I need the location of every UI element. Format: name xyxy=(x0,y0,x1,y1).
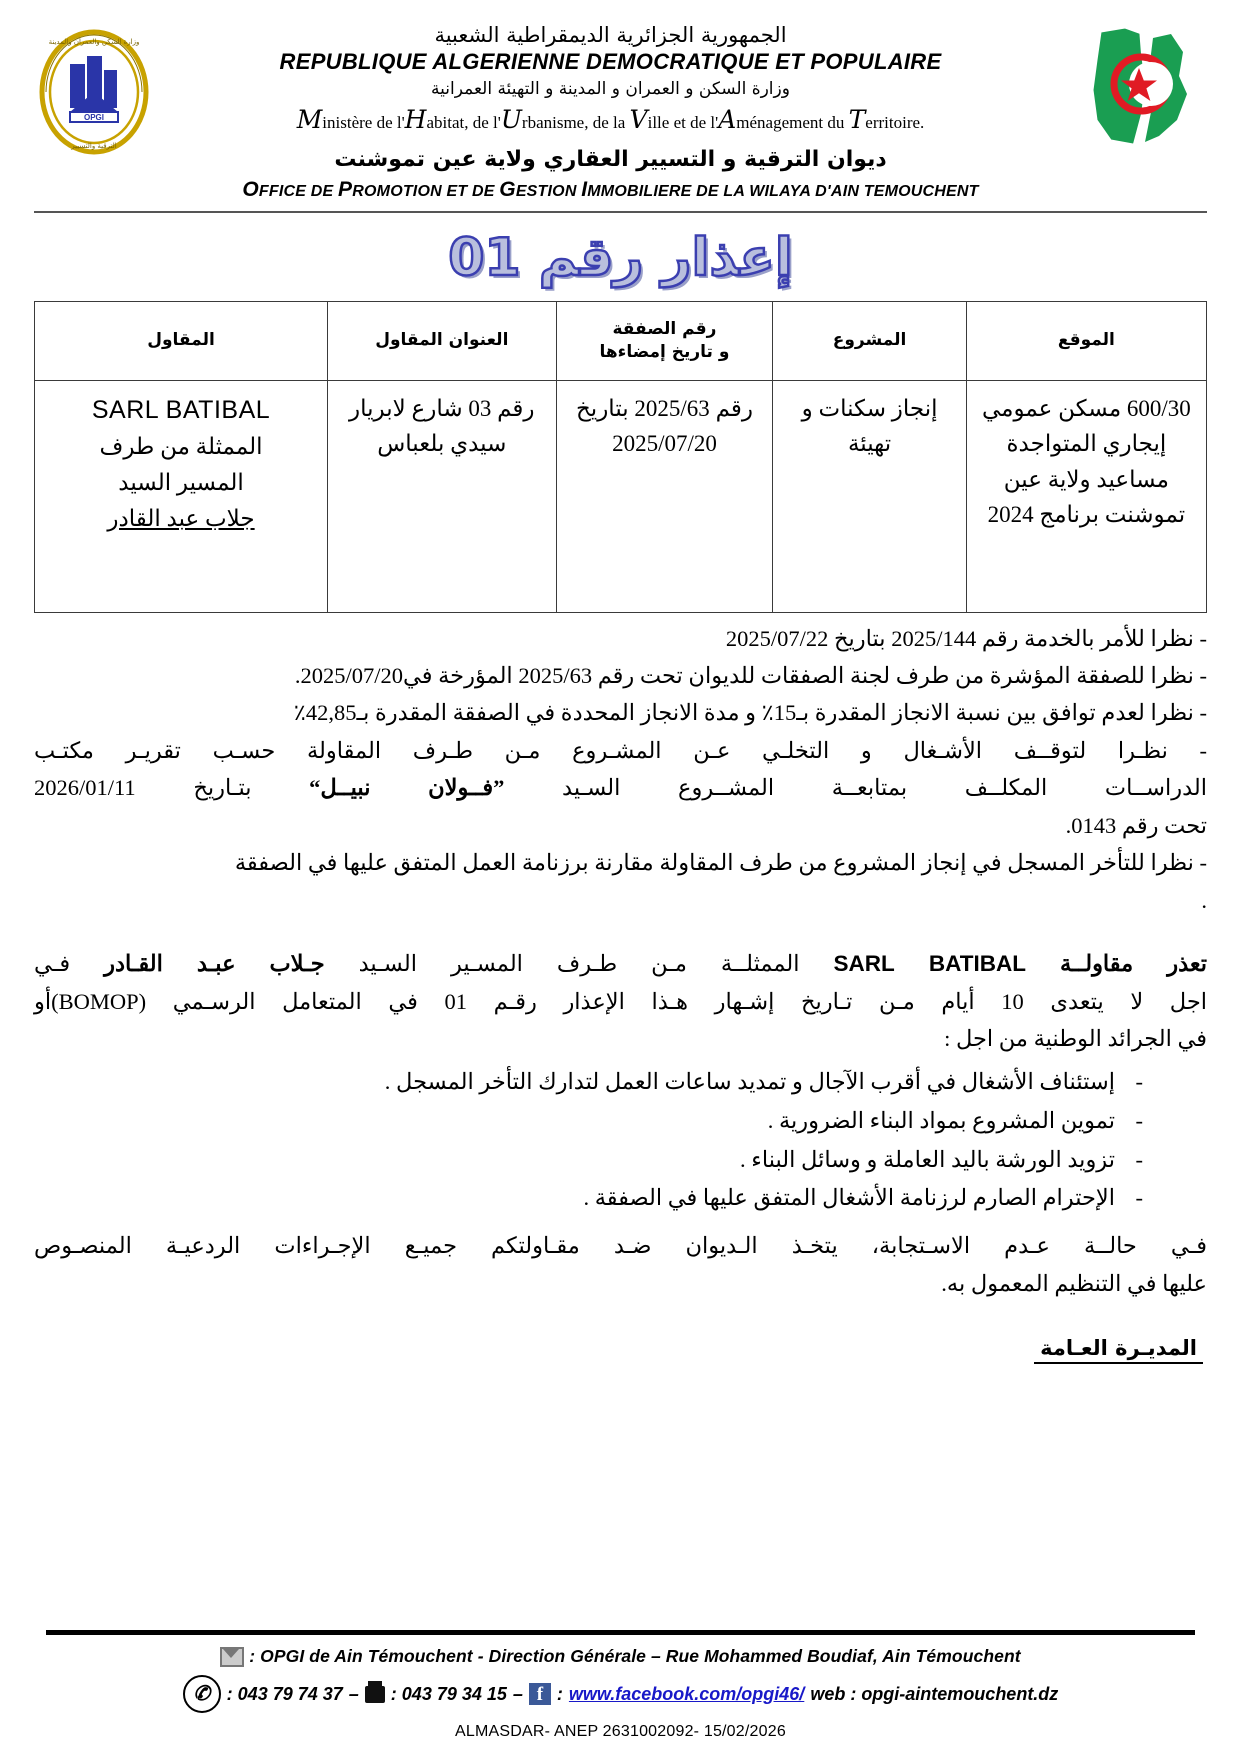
requirement-item: - تموين المشروع بمواد البناء الضرورية . xyxy=(34,1102,1149,1141)
supervisor-name: ”فــولان نبيــل“ xyxy=(309,775,505,801)
requirement-item: - إستئناف الأشغال في أقرب الآجال و تمديد ساعات العمل لتدارك التأخر المسجل . xyxy=(34,1063,1149,1102)
office-fr-cap-p: P xyxy=(338,177,353,201)
republic-title-fr: REPUBLIQUE ALGERIENNE DEMOCRATIQUE ET POPULAIRE xyxy=(279,49,942,75)
footer-fb-colon: : xyxy=(556,1683,563,1704)
cell-contract: رقم 2025/63 بتاريخ 2025/07/20 xyxy=(556,380,773,612)
ministry-fr-cap-a: A xyxy=(718,105,737,135)
column-header-contract-line2: و تاريخ إمضاءها xyxy=(599,341,730,362)
svg-text:OPGI: OPGI xyxy=(83,113,105,122)
signature-block xyxy=(34,1336,1207,1360)
notice-company: SARL BATIBAL xyxy=(833,951,1026,977)
footer-address-text: : OPGI de Ain Témouchent - Direction Générale – Rue Mohammed Boudiaf, Ain Témouchent xyxy=(249,1645,1021,1666)
office-fr-cap-i: I xyxy=(581,177,588,201)
svg-text:وزارة السكن والعمران والمدينة: وزارة السكن والعمران والمدينة xyxy=(48,38,140,46)
column-header-address: العنوان المقاول xyxy=(328,301,557,380)
footer-web: web : opgi-aintemouchent.dz xyxy=(810,1683,1059,1704)
consideration-4-line2 xyxy=(34,770,1207,806)
consideration-5-dot: . xyxy=(1201,887,1207,913)
spacer-before-notice xyxy=(34,920,1207,946)
consideration-3: - نظرا لعدم توافق بين نسبة الانجاز المقدرة بـ15٪ و مدة الانجاز المحددة في الصفقة المقدرة بـ42,85٪ xyxy=(293,700,1207,726)
office-title-fr xyxy=(162,176,1059,203)
cell-address: رقم 03 شارع لابريار سيدي بلعباس xyxy=(328,380,557,612)
svg-text:الترقية والتسيير: الترقية والتسيير xyxy=(71,142,117,150)
consideration-4-pre: الدراســات المكلــف بمتابعــة المشــروع السـيد xyxy=(504,775,1208,801)
office-fr-t2: ROMOTION ET DE xyxy=(352,182,500,200)
consideration-5: - نظرا للتأخر المسجل في إنجاز المشروع من طرف المقاولة مقارنة برزنامة العمل المتفق عليها في الصفقة xyxy=(234,850,1207,876)
ministry-fr-t4: ille et de l' xyxy=(647,113,719,133)
notice-manager: جـلاب عبـد القـادر xyxy=(104,951,325,977)
notice-line3: في الجرائد الوطنية من اجل : xyxy=(944,1025,1207,1051)
office-title-ar: ديوان الترقية و التسيير العقاري ولاية عين تموشنت xyxy=(334,146,887,172)
footer-sep-2: – xyxy=(512,1683,523,1704)
ministry-fr-t2: abitat, de l' xyxy=(426,113,501,133)
notice-post: فـي xyxy=(34,951,105,977)
column-header-project: المشروع xyxy=(773,301,966,380)
office-fr-cap-o: O xyxy=(242,177,259,201)
consideration-4-line3: تحت رقم 0143. xyxy=(1065,812,1207,838)
notice-line1 xyxy=(34,946,1207,982)
consideration-4-line1: - نظـرا لتوقــف الأشـغال و التخلـي عـن المشـروع مـن طـرف المقاولة حسـب تقريـر مكتـب xyxy=(34,737,1207,763)
contract-info-table xyxy=(34,301,1207,613)
column-header-contractor: المقاول xyxy=(35,301,328,380)
cell-project: إنجاز سكنات و تهيئة xyxy=(773,380,966,612)
footer-address-row xyxy=(34,1643,1207,1669)
ministry-fr-cap-t: T xyxy=(848,105,866,135)
document-footer xyxy=(34,1630,1207,1741)
requirement-item: - تزويد الورشة باليد العاملة و وسائل البناء . xyxy=(34,1141,1149,1180)
consideration-4-post: بتـاريخ 2026/01/11 xyxy=(34,775,310,801)
requirement-item: - الإحترام الصارم لرزنامة الأشغال المتفق عليها في الصفقة . xyxy=(34,1179,1149,1218)
table-row xyxy=(35,380,1207,612)
column-header-contract-line1: رقم الصفقة xyxy=(612,318,717,339)
closing-line1: فـي حالــة عـدم الاسـتجابة، يتخـذ الـديوان ضـد مقـاولتكم جميـع الإجـراءات الردعيـة المنصـوص xyxy=(34,1233,1207,1259)
ministry-title-fr xyxy=(162,102,1059,138)
consideration-2: - نظرا للصفقة المؤشرة من طرف لجنة الصفقات للديوان تحت رقم 2025/63 المؤرخة في2025/07/20. xyxy=(294,663,1207,688)
footer-divider xyxy=(46,1630,1195,1635)
notice-pre: تعذر مقاولــة xyxy=(1025,951,1207,977)
ministry-fr-t3: rbanisme, de la xyxy=(521,113,630,133)
algeria-flag-map xyxy=(1067,14,1207,152)
office-fr-t1: FFICE DE xyxy=(258,182,339,200)
ministry-fr-cap-h: H xyxy=(404,105,427,135)
ministry-title-ar: وزارة السكن و العمران و المدينة و التهيئة العمرانية xyxy=(431,78,790,99)
requirements-list xyxy=(34,1063,1207,1218)
envelope-icon xyxy=(220,1647,244,1667)
facebook-icon: f xyxy=(529,1683,551,1705)
header-text-block xyxy=(162,14,1059,203)
ministry-fr-cap-u: U xyxy=(500,105,522,135)
ministry-fr-cap-m: M xyxy=(296,105,323,135)
footer-facebook-link[interactable]: www.facebook.com/opgi46/ xyxy=(568,1683,805,1704)
column-header-contract xyxy=(556,301,773,380)
cell-site: 600/30 مسكن عمومي إيجاري المتواجدة مساعيد ولاية عين تموشنت برنامج 2024 xyxy=(966,380,1206,612)
telephone-icon: ✆ xyxy=(183,1675,221,1713)
title-band xyxy=(34,213,1207,299)
ministry-fr-t5: ménagement du xyxy=(736,113,849,133)
ministry-fr-t6: erritoire. xyxy=(865,113,925,133)
contractor-rep-line1: الممثلة من طرف xyxy=(99,434,263,460)
opgi-logo xyxy=(34,14,154,156)
closing-line2: عليها في التنظيم المعمول به. xyxy=(941,1270,1207,1296)
ministry-fr-t1: inistère de l' xyxy=(322,113,405,133)
document-body xyxy=(34,621,1207,1302)
republic-title-ar: الجمهورية الجزائرية الديمقراطية الشعبية xyxy=(434,23,787,47)
opgi-seal-icon xyxy=(34,28,154,156)
consideration-1: - نظرا للأمر بالخدمة رقم 2025/144 بتاريخ 2025/07/22 xyxy=(725,625,1207,651)
office-fr-t3: ESTION xyxy=(515,182,582,200)
office-fr-cap-g: G xyxy=(499,177,516,201)
footer-sep-1: – xyxy=(348,1683,359,1704)
signature-title: المديـرة العـامة xyxy=(1034,1336,1203,1364)
notice-mid: الممثلــة مـن طـرف المسـير السـيد xyxy=(324,951,834,977)
fax-icon xyxy=(365,1686,385,1703)
ministry-fr-cap-v: V xyxy=(629,105,648,135)
document-header xyxy=(34,14,1207,203)
page-title: إعذار رقم 01 xyxy=(448,227,793,288)
contractor-rep-line2: المسير السيد xyxy=(118,469,244,495)
table-header-row xyxy=(35,301,1207,380)
footer-fax: : 043 79 34 15 xyxy=(390,1683,507,1704)
notice-line2: اجل لا يتعدى 10 أيام مـن تـاريخ إشـهار هـذا الإعذار رقـم 01 في المتعامل الرسـمي (BOMOP)أو xyxy=(34,988,1207,1014)
footer-phone: : 043 79 74 37 xyxy=(226,1683,343,1704)
contractor-company-name: SARL BATIBAL xyxy=(91,395,271,424)
cell-contractor xyxy=(35,380,328,612)
algeria-map-flag-icon xyxy=(1067,24,1207,152)
footer-anep-reference: ALMASDAR- ANEP 2631002092- 15/02/2026 xyxy=(455,1723,786,1740)
column-header-site: الموقع xyxy=(966,301,1206,380)
office-fr-t4: MMOBILIERE DE LA WILAYA D'AIN TEMOUCHENT xyxy=(587,182,979,200)
contractor-rep-line3: جلاب عبد القادر xyxy=(107,505,255,531)
footer-contact-row xyxy=(34,1675,1207,1713)
